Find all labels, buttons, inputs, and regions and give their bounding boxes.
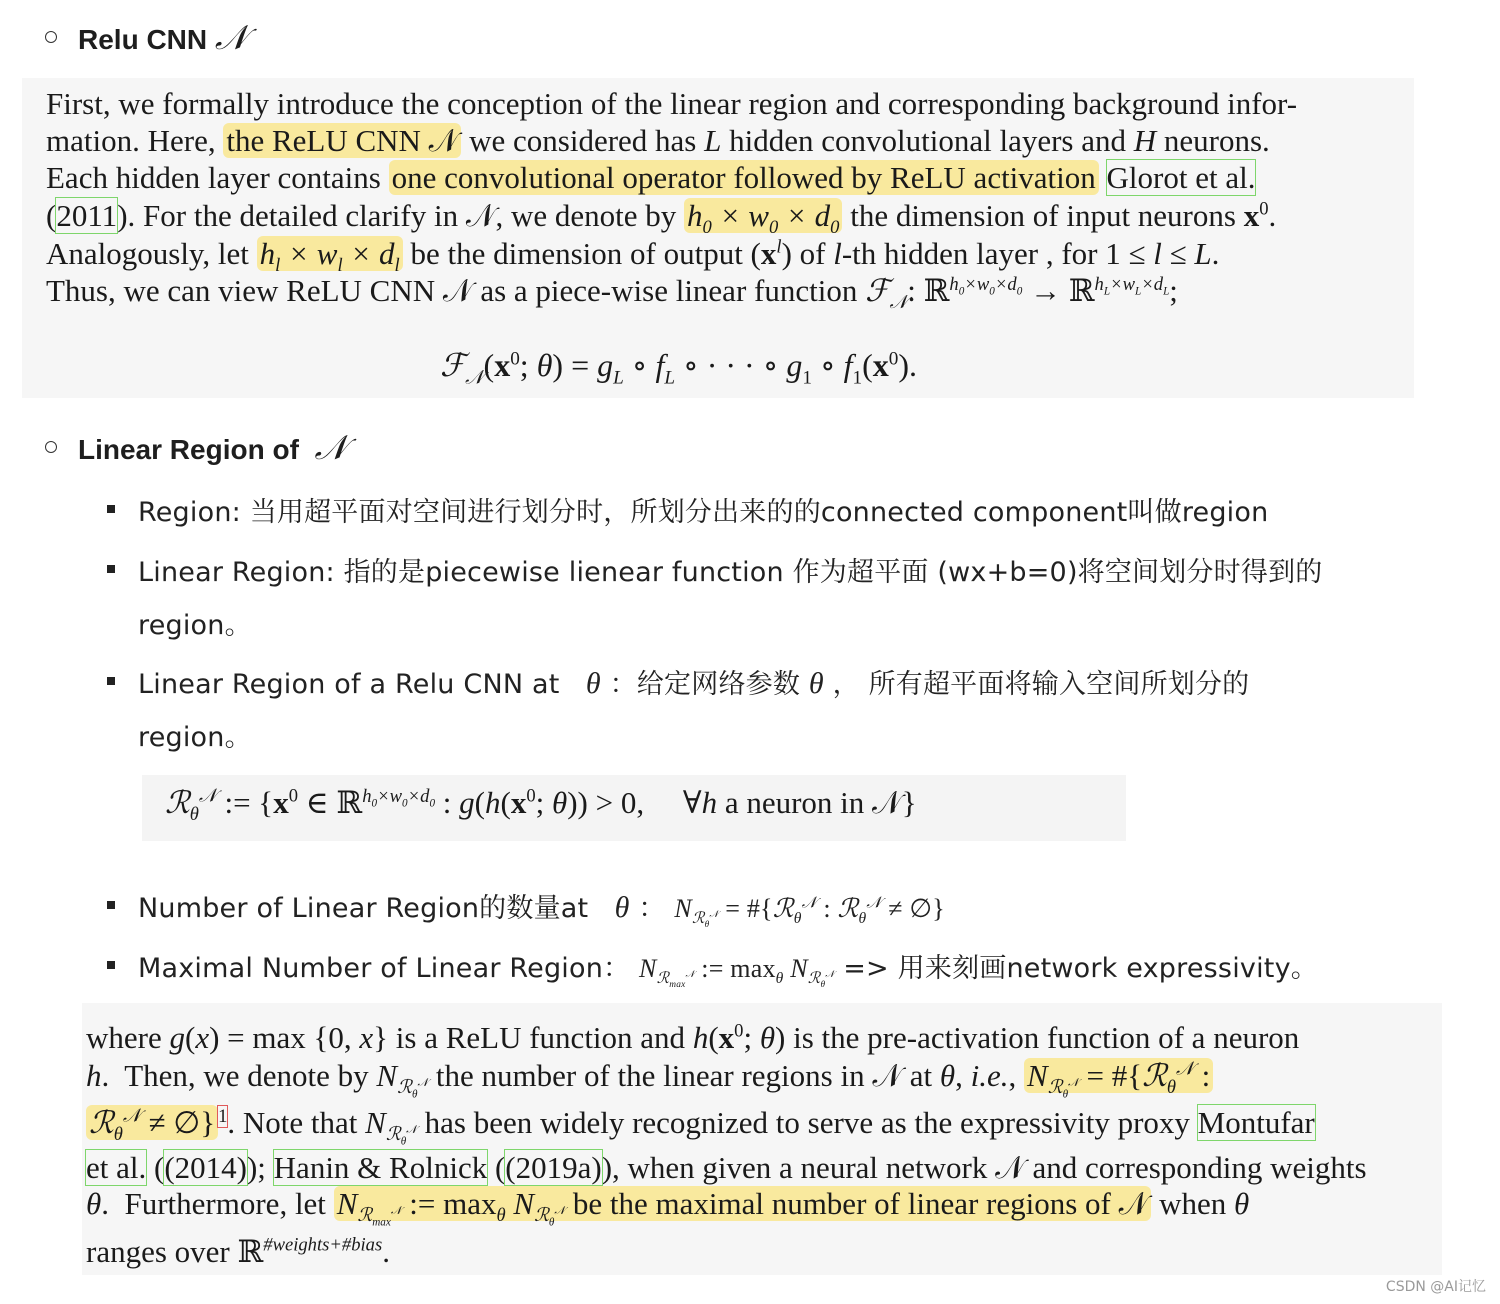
highlight-number-def: $N_{ℛ_\theta^𝒩}$ = #{ℛ$_\theta^𝒩$ : [1024,1058,1213,1093]
citation-glorot[interactable]: Glorot et al. [1106,160,1256,195]
highlight-conv-relu: one convolutional operator followed by ReLU activation [389,160,1099,195]
circle-bullet-icon [45,31,57,43]
citation-2014[interactable]: (2014) [164,1150,247,1185]
number-formula: $N_{ℛ_\theta^𝒩}$ = #{ℛ$_\theta^𝒩$ : ℛ$_\theta^𝒩$ ≠ ∅} [674,894,945,931]
max-formula: $N_{ℛ_{max}^𝒩}$ := $\max_\theta N_{ℛ_\theta^𝒩}$ [639,954,835,991]
citation-montufar[interactable]: Montufar [1197,1105,1315,1140]
citation-montufar-etal[interactable]: et al. [86,1150,147,1185]
item-linear-region-line2: region。 [138,610,252,641]
square-bullet-icon [107,961,115,969]
paper1-line-6: Thus, we can view ReLU CNN 𝒩 as a piece-wise linear function ℱ$_𝒩$: ℝ$^{h_0\times w_0\times d_0}$ → ℝ$^{h_L\times w_L\times d_L}$; [46,273,1178,314]
theta-symbol: θ [808,667,824,700]
paper1-line-4: (2011). For the detailed clarify in 𝒩, we denote by $h_0 \times w_0 \times d_0$ the dimension of input neurons $x^0$. [46,198,1277,239]
highlight-input-dims: $h_0 \times w_0 \times d_0$ [684,198,842,233]
square-bullet-icon [107,677,115,685]
paper2-line-3: ℛ$_\theta^𝒩$ ≠ ∅} $^1$. Note that $N_{ℛ_\theta^𝒩}$ has been widely recognized to serve as the expressivity proxy Montufar [86,1105,1315,1148]
section-heading-linear-region [78,428,347,468]
highlight-output-dims: $h_l \times w_l \times d_l$ [257,236,403,271]
item-linear-region-line1: Linear Region: 指的是piecewise lienear function 作为超平面 (wx+b=0)将空间划分时得到的 [138,557,1323,588]
square-bullet-icon [107,901,115,909]
citation-2011[interactable]: 2011 [56,198,118,233]
item-region: Region: 当用超平面对空间进行划分时，所划分出来的的connected component叫做region [138,497,1269,528]
paper1-line-5: Analogously, let $h_l \times w_l \times d_l$ be the dimension of output $(x^l)$ of l-th hidden layer , for 1 ≤ l ≤ L. [46,236,1220,277]
heading-text: Relu CNN [78,24,208,55]
highlight-max-def: $N_{ℛ_{max}^𝒩}$ := $\max_\theta N_{ℛ_\theta^𝒩}$ be the maximal number of linear regions of 𝒩 [334,1186,1152,1221]
citation-2019a[interactable]: (2019a) [505,1150,602,1185]
theta-symbol: θ [585,667,601,700]
paper1-line-3: Each hidden layer contains one convolutional operator followed by ReLU activation Glorot et al. [46,160,1256,195]
item-number-of-regions: Number of Linear Region的数量at θ ： $N_{ℛ_\theta^𝒩}$ = #{ℛ$_\theta^𝒩$ : ℛ$_\theta^𝒩$ ≠ ∅} [138,891,945,931]
paper2-line-1: where g(x) = max {0, x} is a ReLU function and $h(x^0$; θ) is the pre-activation function of a neuron [86,1020,1300,1055]
square-bullet-icon [107,505,115,513]
paper2-line-6: ranges over ℝ$^{\#weights+\#bias}$. [86,1234,390,1269]
paper1-line-1: First, we formally introduce the conception of the linear region and corresponding background infor- [46,86,1298,121]
heading-symbol: 𝒩 [314,428,348,468]
paper2-line-5: θ. Furthermore, let $N_{ℛ_{max}^𝒩}$ := $\max_\theta N_{ℛ_\theta^𝒩}$ be the maximal number of linear regions of 𝒩 when θ [86,1186,1250,1229]
circle-bullet-icon [45,441,57,453]
paper1-line-2: mation. Here, the ReLU CNN 𝒩 we considered has L hidden convolutional layers and H neurons. [46,123,1270,158]
item-maximal-number: Maximal Number of Linear Region： $N_{ℛ_{max}^𝒩}$ := $\max_\theta N_{ℛ_\theta^𝒩}$ => 用来刻画network expressivity。 [138,953,1318,991]
square-bullet-icon [107,565,115,573]
heading-symbol: 𝒩 [214,18,248,58]
heading-text: Linear Region of [78,434,299,465]
footnote-marker[interactable]: 1 [218,1105,228,1127]
watermark: CSDN @AI记忆 [1385,1279,1486,1295]
paper1-equation: $ℱ_𝒩(x^0$; $\theta) = g_L$ ∘ $f_L$ ∘ · · · ∘ $g_1$ ∘ $f_1(x^0)$. [440,347,918,389]
highlight-relu-cnn: the ReLU CNN 𝒩 [223,123,461,158]
item-relu-region-line1: Linear Region of a Relu CNN at θ ：给定网络参数 θ ， 所有超平面将输入空间所划分的 [138,667,1250,700]
item-relu-region-line2: region。 [138,722,252,753]
paper2-line-4: et al. ((2014)); Hanin & Rolnick ((2019a)), when given a neural network 𝒩 and corresponding weights [86,1150,1367,1185]
highlight-number-def-end: ℛ$_\theta^𝒩$ ≠ ∅} [86,1105,218,1140]
region-definition-formula: ℛ$_\theta^𝒩$ := {$x^0$ ∈ ℝ$^{h_0\times w_0\times d_0}$ : $g(h(x^0$; θ)) > 0, ∀h a neuron in 𝒩} [165,785,917,826]
citation-hanin-rolnick[interactable]: Hanin & Rolnick [273,1150,488,1185]
section-heading-relu-cnn [78,18,247,58]
theta-symbol: θ [614,891,630,924]
paper2-line-2: h. Then, we denote by $N_{ℛ_\theta^𝒩}$ the number of the linear regions in 𝒩 at θ, i.e., $N_{ℛ_\theta^𝒩}$ = #{ℛ$_\theta^𝒩$ : [86,1058,1213,1101]
